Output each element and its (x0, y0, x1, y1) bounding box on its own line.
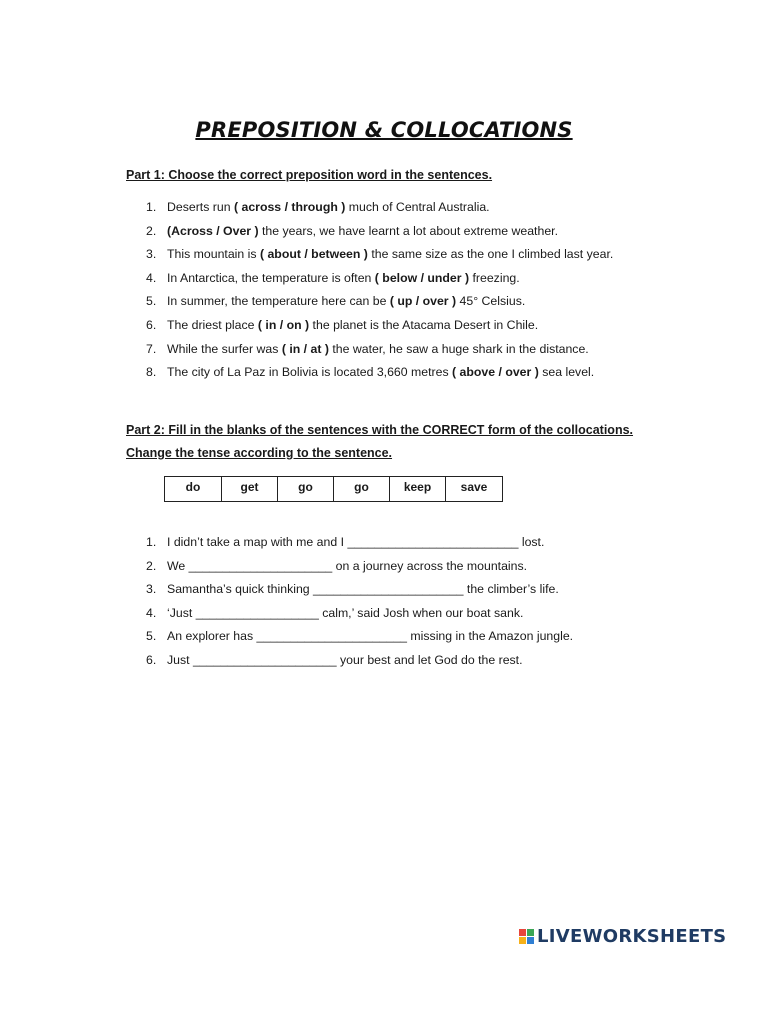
question-item (126, 361, 613, 385)
question-number: 3. (146, 247, 157, 262)
fill-blank-text: ‘Just __________________ calm,’ said Josh when our boat sank. (167, 605, 524, 620)
question-number: 7. (146, 341, 157, 356)
question-text-after: much of Central Australia. (345, 200, 490, 214)
preposition-choice[interactable]: ( in / on ) (257, 317, 310, 332)
logo-square (519, 929, 526, 936)
question-item (126, 338, 613, 362)
fill-blank-text: Samantha’s quick thinking ______________________ the climber’s life. (167, 582, 559, 597)
preposition-choice[interactable]: (Across / Over ) (167, 223, 259, 238)
logo-text: LIVEWORKSHEETS (537, 925, 727, 947)
question-number: 2. (146, 223, 157, 238)
question-item (126, 196, 613, 220)
question-text-after: the planet is the Atacama Desert in Chile. (309, 317, 539, 332)
word-bank-cell: do (165, 477, 222, 502)
question-number: 4. (146, 605, 157, 620)
question-text-before: In Antarctica, the temperature is often (167, 270, 375, 285)
question-number: 8. (146, 365, 157, 380)
logo-square (519, 937, 526, 944)
fill-blank-text: Just _____________________ your best and let God do the rest. (167, 652, 523, 667)
word-bank-cell: get (222, 477, 278, 502)
fill-blank-item[interactable] (126, 649, 573, 673)
part2-heading: Part 2: Fill in the blanks of the sentences with the CORRECT form of the collocations. (126, 423, 634, 437)
word-bank-cell: go (334, 477, 390, 502)
logo-square (527, 937, 534, 944)
word-bank-cell: save (446, 477, 503, 502)
fill-blank-item[interactable] (126, 602, 573, 626)
preposition-choice[interactable]: ( in / at ) (281, 341, 329, 356)
question-text-after: the water, he saw a huge shark in the distance. (328, 341, 589, 356)
question-text-before: This mountain is (167, 247, 260, 262)
preposition-choice[interactable]: ( below / under ) (374, 270, 470, 285)
question-number: 5. (146, 294, 157, 309)
worksheet-title: PREPOSITION & COLLOCATIONS (195, 118, 573, 142)
question-item (126, 314, 613, 338)
question-text-after: sea level. (538, 365, 595, 380)
fill-blank-text: An explorer has ______________________ missing in the Amazon jungle. (167, 629, 574, 644)
question-item (126, 290, 613, 314)
question-number: 1. (146, 535, 157, 549)
question-text-after: the years, we have learnt a lot about extreme weather. (258, 223, 558, 238)
fill-blank-text: We _____________________ on a journey across the mountains. (167, 558, 528, 573)
question-number: 3. (146, 582, 157, 597)
question-item (126, 220, 613, 244)
fill-blank-item[interactable] (126, 531, 573, 555)
question-text-before: The city of La Paz in Bolivia is located 3,660 metres (167, 365, 453, 380)
fill-blank-text: I didn’t take a map with me and I _________________________ lost. (167, 535, 545, 549)
word-bank-cell: keep (390, 477, 446, 502)
preposition-choice[interactable]: ( about / between ) (259, 247, 368, 262)
part2-question-list (126, 531, 573, 673)
question-number: 4. (146, 270, 157, 285)
part1-question-list (126, 196, 613, 385)
part2-subheading: Change the tense according to the sentence. (126, 446, 393, 460)
question-text-after: 45° Celsius. (456, 294, 526, 309)
question-text-after: the same size as the one I climbed last year. (367, 247, 614, 262)
question-text-after: freezing. (469, 270, 520, 285)
question-text-before: In summer, the temperature here can be (167, 294, 390, 309)
question-text-before: While the surfer was (167, 341, 282, 356)
question-number: 6. (146, 317, 157, 332)
word-bank-table (164, 476, 503, 502)
fill-blank-item[interactable] (126, 578, 573, 602)
question-text-before: The driest place (167, 317, 258, 332)
preposition-choice[interactable]: ( above / over ) (452, 365, 539, 380)
question-number: 2. (146, 558, 157, 573)
fill-blank-item[interactable] (126, 625, 573, 649)
fill-blank-item[interactable] (126, 555, 573, 579)
part1-heading: Part 1: Choose the correct preposition word in the sentences. (126, 168, 493, 182)
question-item (126, 267, 613, 291)
preposition-choice[interactable]: ( across / through ) (233, 200, 346, 214)
question-number: 5. (146, 629, 157, 644)
logo-square (527, 929, 534, 936)
question-number: 1. (146, 200, 157, 214)
question-item (126, 243, 613, 267)
preposition-choice[interactable]: ( up / over ) (389, 294, 457, 309)
logo-icon (519, 929, 534, 944)
question-number: 6. (146, 652, 157, 667)
question-text-before: Deserts run (167, 200, 234, 214)
word-bank-cell: go (278, 477, 334, 502)
liveworksheets-logo (519, 925, 726, 947)
